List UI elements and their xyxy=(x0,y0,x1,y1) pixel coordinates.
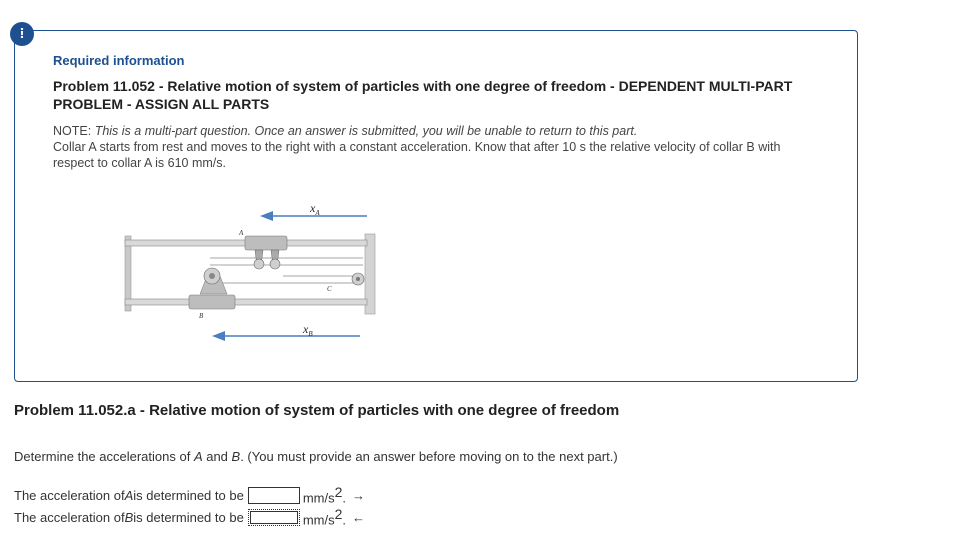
part-title: Problem 11.052.a - Relative motion of system of particles with one degree of freedom xyxy=(14,402,620,419)
required-info-label: Required information xyxy=(53,53,185,68)
xb-label: x xyxy=(303,322,309,336)
svg-text:xA xyxy=(309,201,320,217)
bottom-rod xyxy=(125,299,367,305)
label-a: A xyxy=(239,229,244,237)
unit-a: $mm/s^2$. xyxy=(302,484,347,506)
answer-row-a: The acceleration of A is determined to be $mm/s^2$. → xyxy=(14,484,366,506)
label-c: C xyxy=(327,285,332,293)
xa-label: x xyxy=(310,201,316,215)
collar-pulley-figure xyxy=(105,196,385,346)
question-text: Determine the accelerations of A and B. (You must provide an answer before moving on to the next part.) xyxy=(14,449,618,464)
problem-title: Problem 11.052 - Relative motion of system of particles with one degree of freedom - DEPENDENT MULTI-PART PROBLEM - ASSIGN ALL PARTS xyxy=(53,78,793,112)
xb-sub: B xyxy=(308,330,313,338)
acceleration-a-input[interactable] xyxy=(248,487,300,504)
note-text: This is a multi-part question. Once an answer is submitted, you will be unable to return to this part. xyxy=(94,124,638,138)
answer-row-b: The acceleration of B is determined to be $mm/s^2$. ← xyxy=(14,506,366,528)
xa-sub: A xyxy=(315,209,320,217)
acceleration-b-input[interactable] xyxy=(248,509,300,526)
right-arrow-icon: → xyxy=(352,487,366,503)
required-info-box xyxy=(14,30,858,382)
alert-icon: ! xyxy=(10,22,34,46)
label-b: B xyxy=(199,312,204,320)
unit-b: $mm/s^2$. xyxy=(302,506,347,528)
collar-a xyxy=(245,236,287,250)
xb-arrow-head xyxy=(212,331,225,341)
svg-text:xB xyxy=(302,322,313,338)
left-arrow-icon: ← xyxy=(352,509,366,525)
problem-note xyxy=(53,123,823,171)
note-label: NOTE: xyxy=(53,124,92,138)
collar-b xyxy=(189,295,235,309)
problem-description: Collar A starts from rest and moves to the right with a constant acceleration. Know that after 10 s the relative velocity of collar B with respect to collar A is 610 mm/s. xyxy=(53,140,781,170)
xa-arrow-head xyxy=(260,211,273,221)
